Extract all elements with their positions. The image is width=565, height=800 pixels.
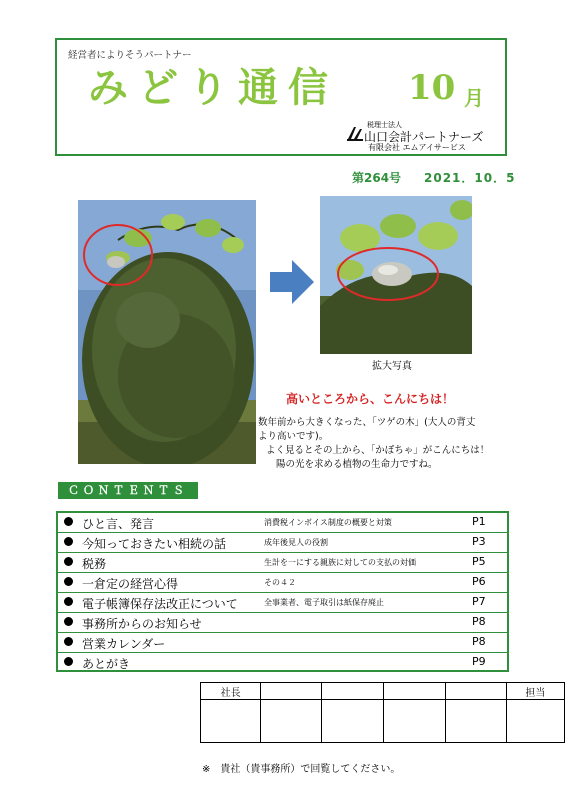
right-arrow-icon <box>270 258 314 306</box>
boxwood-photo <box>78 200 256 464</box>
toc-title: あとがき <box>82 657 131 671</box>
toc-row <box>58 573 507 593</box>
feature-body-line: より高いです)。 <box>258 431 329 442</box>
toc-row <box>58 653 507 673</box>
bullet-icon <box>64 517 73 526</box>
approval-header-blank <box>322 683 384 700</box>
toc-page: P1 <box>472 515 486 528</box>
table-of-contents <box>56 511 509 672</box>
circulation-note: ※ 貴社（貴事務所）で回覧してください。 <box>202 764 401 775</box>
approval-header-staff: 担当 <box>506 683 564 700</box>
stamp-cell[interactable] <box>322 700 384 743</box>
toc-title: ひと言、発言 <box>82 517 155 531</box>
firm-prefix: 税理士法人 <box>367 121 402 129</box>
toc-page: P7 <box>472 595 486 608</box>
toc-page: P6 <box>472 575 486 588</box>
stamp-cell[interactable] <box>384 700 445 743</box>
tagline: 経営者によりそうパートナー <box>68 50 192 61</box>
toc-title: 一倉定の経営心得 <box>82 577 179 591</box>
toc-title: 今知っておきたい相続の話 <box>82 537 227 551</box>
bullet-icon <box>64 617 73 626</box>
stamp-cell[interactable] <box>261 700 322 743</box>
bullet-icon <box>64 597 73 606</box>
stamp-cell[interactable] <box>445 700 506 743</box>
feature-body-line: 数年前から大きくなった、「ツゲの木」(大人の背丈 <box>258 417 476 428</box>
toc-title: 営業カレンダー <box>82 637 166 651</box>
bullet-icon <box>64 537 73 546</box>
approval-stamp-table <box>200 682 565 743</box>
toc-page: P8 <box>472 635 486 648</box>
approval-header-blank <box>261 683 322 700</box>
bullet-icon <box>64 557 73 566</box>
toc-row <box>58 593 507 613</box>
issue-number: 第264号 <box>352 171 402 185</box>
toc-description: 生計を一にする親族に対しての支払の対価 <box>264 558 416 567</box>
approval-header-president: 社長 <box>201 683 261 700</box>
bullet-icon <box>64 637 73 646</box>
toc-title: 事務所からのお知らせ <box>82 617 202 631</box>
contents-label: ＣＯＮＴＥＮＴＳ <box>58 482 198 499</box>
toc-row <box>58 613 507 633</box>
toc-row <box>58 513 507 533</box>
feature-headline: 高いところから、こんにちは！ <box>286 392 455 406</box>
approval-header-blank <box>445 683 506 700</box>
toc-description: 消費税インボイス制度の概要と対策 <box>264 518 392 527</box>
bullet-icon <box>64 577 73 586</box>
toc-description: 全事業者、電子取引は紙保存廃止 <box>264 598 384 607</box>
newsletter-title: みどり通信 <box>88 64 338 111</box>
title-month-number: 10 <box>408 68 456 108</box>
toc-page: P9 <box>472 655 486 668</box>
toc-page: P3 <box>472 535 486 548</box>
firm-name: 山口会計パートナーズ <box>364 130 484 144</box>
toc-page: P5 <box>472 555 486 568</box>
toc-row <box>58 553 507 573</box>
firm-subsidiary: 有限会社 エムアイサービス <box>368 143 466 152</box>
stamp-cell[interactable] <box>201 700 261 743</box>
toc-title: 電子帳簿保存法改正について <box>82 597 238 611</box>
feature-body-line: よく見るとその上から、「かぼちゃ」がこんにちは！ <box>266 445 490 456</box>
bullet-icon <box>64 657 73 666</box>
closeup-photo <box>320 196 472 354</box>
toc-page: P8 <box>472 615 486 628</box>
approval-header-blank <box>384 683 445 700</box>
title-month-label: 月 <box>464 86 484 110</box>
firm-logo-icon <box>346 124 364 142</box>
toc-row <box>58 533 507 553</box>
photo-caption: 拡大写真 <box>372 361 412 372</box>
toc-row <box>58 633 507 653</box>
stamp-cell[interactable] <box>506 700 564 743</box>
issue-date: 2021．10．5 <box>424 171 516 185</box>
toc-description: 成年後見人の役割 <box>264 538 328 547</box>
toc-title: 税務 <box>82 557 107 571</box>
toc-description: その４２ <box>264 578 296 587</box>
feature-body-line: 陽の光を求める植物の生命力ですね。 <box>276 459 438 470</box>
